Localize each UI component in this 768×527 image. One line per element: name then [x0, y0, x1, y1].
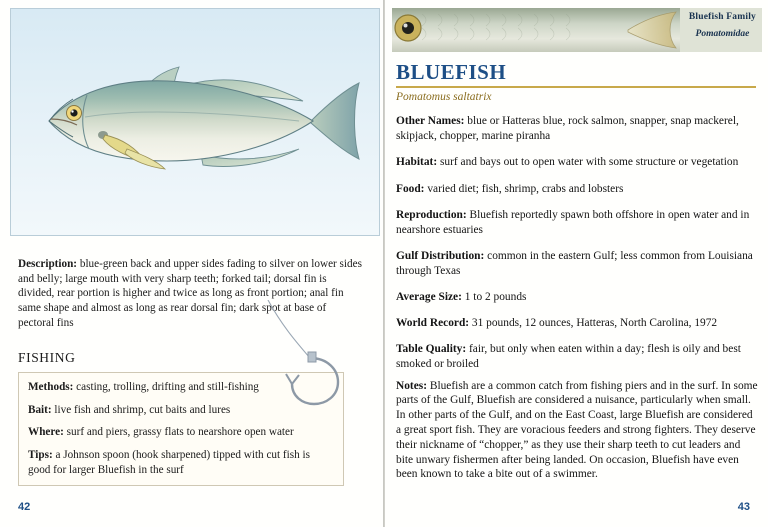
fact-average-size-text: 1 to 2 pounds: [461, 290, 527, 303]
notes-text: Bluefish are a common catch from fishing piers and in the surf. In some parts of the Gulf, Bluefish are considered a nuisance, particularly when small. In other parts of the Gulf, and on the East Coast, large Bluefish are considered a great sport fish. They are voracious feeders and strong fighters. They deserve their nickname of “chopper,” as they use their sharp teeth to cut leaders and bite unwary fishermen after being landed. On occasion, Bluefish have even been known to take a bite out of a swimmer.: [396, 379, 758, 481]
fishing-row-bait: [28, 403, 334, 418]
fact-average-size: [396, 290, 760, 305]
fishing-bait-text: live fish and shrimp, cut baits and lures: [51, 403, 231, 416]
fishing-tips-label: Tips:: [28, 448, 53, 461]
left-text-body: [6, 236, 378, 486]
title-rule: [396, 86, 756, 88]
fishing-where-text: surf and piers, grassy flats to nearshore open water: [63, 426, 294, 439]
family-latin-name: Pomatomidae: [695, 29, 750, 39]
species-latin-name: Pomatomus saltatrix: [396, 91, 492, 103]
fact-gulf-distribution: [396, 249, 760, 279]
fact-gulf-distribution-label: Gulf Distribution:: [396, 249, 485, 262]
fact-reproduction-label: Reproduction:: [396, 208, 467, 221]
fact-gulf-distribution-text: common in the eastern Gulf; less common from Louisiana through Texas: [396, 249, 753, 277]
right-page: [384, 0, 768, 527]
description-text: blue-green back and upper sides fading to silver on lower sides and belly; large mouth with very sharp teeth; forked tail; dorsal fin is divided, rear portion is higher and twice as long as front portion; anal fin same shape and almost as long as rear dorsal fin; dark spot at base of pectoral fins: [18, 258, 362, 329]
fishing-tips-text: a Johnson spoon (hook sharpened) tipped with cut fish is good for larger Bluefish in the surf: [28, 448, 310, 476]
fact-food-text: varied diet; fish, shrimp, crabs and lobsters: [424, 182, 624, 195]
fact-other-names-label: Other Names:: [396, 115, 465, 128]
fishing-row-methods: [28, 380, 334, 395]
fishing-row-tips: [28, 448, 334, 477]
fact-food-label: Food:: [396, 182, 425, 195]
notes-label: Notes:: [396, 379, 427, 392]
fact-reproduction: [396, 208, 760, 238]
fishing-where-label: Where:: [28, 426, 64, 439]
fact-table-quality-text: fair, but only when eaten within a day; flesh is oily and best smoked or broiled: [396, 343, 741, 370]
book-gutter: [383, 0, 385, 527]
fishing-row-where: [28, 425, 334, 440]
description-paragraph: [18, 257, 364, 330]
fishing-heading: FISHING: [18, 350, 76, 366]
bluefish-illustration-plate: [10, 8, 380, 236]
fact-average-size-label: Average Size:: [396, 290, 462, 303]
fishing-bait-label: Bait:: [28, 403, 52, 416]
fishing-methods-text: casting, trolling, drifting and still-fishing: [73, 381, 259, 394]
fact-world-record: [396, 316, 760, 331]
fact-food: [396, 182, 760, 197]
page-number-right: 43: [737, 501, 750, 513]
fact-habitat: [396, 155, 760, 170]
family-name: Bluefish Family: [688, 12, 756, 22]
fact-reproduction-text: Bluefish reportedly spawn both offshore in open water and in nearshore estuaries: [396, 208, 750, 236]
bluefish-illustration: [11, 9, 380, 236]
family-tag: [689, 12, 756, 39]
fishing-box: [18, 372, 344, 486]
fact-table-quality-label: Table Quality:: [396, 343, 467, 356]
fact-world-record-text: 31 pounds, 12 ounces, Hatteras, North Carolina, 1972: [469, 316, 718, 329]
fact-habitat-label: Habitat:: [396, 156, 438, 169]
fact-habitat-text: surf and bays out to open water with some structure or vegetation: [437, 156, 739, 169]
species-title: BLUEFISH: [396, 60, 507, 84]
page-number-left: 42: [18, 501, 31, 513]
fact-table-quality: [396, 342, 760, 372]
fact-world-record-label: World Record:: [396, 316, 470, 329]
fact-other-names: [396, 114, 760, 144]
notes-paragraph: [396, 379, 760, 483]
description-label: Description:: [18, 258, 78, 271]
fact-other-names-text: blue or Hatteras blue, rock salmon, snapper, snap mackerel, skipjack, chopper, marine piranha: [396, 115, 739, 143]
family-banner: [392, 8, 762, 52]
fishing-methods-label: Methods:: [28, 381, 74, 394]
facts-list: [396, 114, 760, 482]
